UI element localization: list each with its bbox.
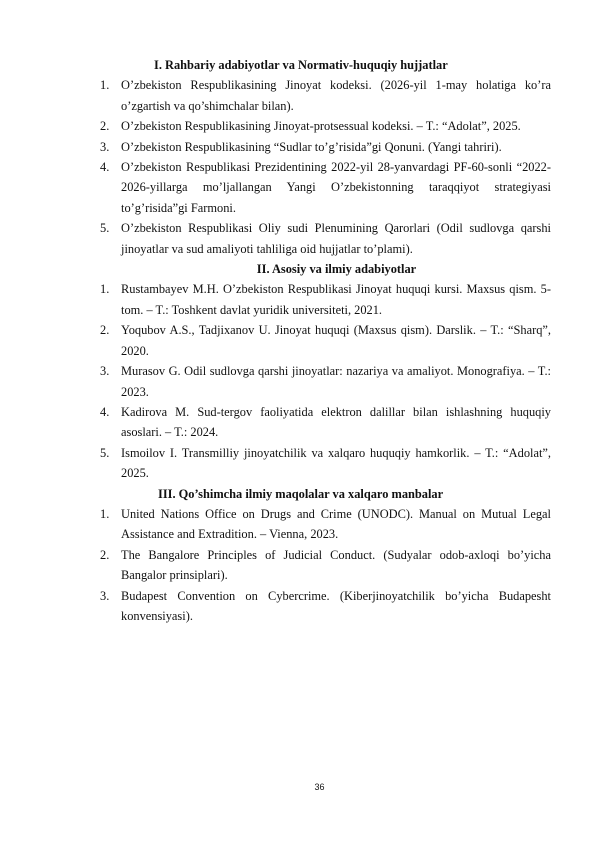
list-additional bbox=[100, 504, 551, 626]
item-text: O’zbekiston Respublikasining Jinoyat-protsessual kodeksi. – T.: “Adolat”, 2025. bbox=[121, 119, 521, 134]
item-number: 5. bbox=[100, 221, 110, 236]
item-number: 3. bbox=[100, 139, 110, 154]
item-number: 4. bbox=[100, 160, 110, 175]
list-item bbox=[100, 279, 551, 320]
item-text: Murasov G. Odil sudlovga qarshi jinoyatlar: nazariya va amaliyot. Monografiya. – T.: 2023. bbox=[121, 364, 551, 399]
item-number: 2. bbox=[100, 119, 110, 134]
list-item bbox=[100, 402, 551, 443]
item-text: O’zbekiston Respublikasi Oliy sudi Plenumining Qarorlari (Odil sudlovga qarshi jinoyatlar va sud amaliyoti tahliliga oid hujjatlar to’plami). bbox=[121, 221, 551, 256]
item-number: 1. bbox=[100, 78, 110, 93]
item-text: Ismoilov I. Transmilliy jinoyatchilik va xalqaro huquqiy hamkorlik. – T.: “Adolat”, 2025. bbox=[121, 445, 551, 481]
list-item bbox=[100, 443, 551, 484]
list-normative bbox=[100, 75, 551, 259]
item-text: O’zbekiston Respublikasining “Sudlar to’g’risida”gi Qonuni. (Yangi tahriri). bbox=[121, 139, 502, 154]
section-heading-additional: III. Qo’shimcha ilmiy maqolalar va xalqaro manbalar bbox=[158, 486, 444, 501]
list-item bbox=[100, 157, 551, 218]
section-heading-normative: I. Rahbariy adabiyotlar va Normativ-huquqiy hujjatlar bbox=[154, 58, 448, 72]
item-number: 3. bbox=[100, 364, 110, 379]
list-item bbox=[100, 361, 551, 402]
item-text: The Bangalore Principles of Judicial Conduct. (Sudyalar odob-axloqi bo’yicha Bangalor prinsiplari). bbox=[121, 547, 551, 583]
item-text: O’zbekiston Respublikasi Prezidentining 2022-yil 28-yanvardagi PF-60-sonli “2022-2026-yillarga mo’ljallangan Yangi O’zbekistonning taraqqiyot strategiyasi to’g’risida”gi Farmoni. bbox=[121, 160, 551, 215]
item-text: O’zbekiston Respublikasining Jinoyat kodeksi. (2026-yil 1-may holatiga ko’ra o’zgartish va qo’shimchalar bilan). bbox=[121, 78, 551, 113]
item-number: 3. bbox=[100, 588, 110, 603]
item-text: Budapest Convention on Cybercrime. (Kiberjinoyatchilik bo’yicha Budapesht konvensiyasi). bbox=[121, 588, 551, 623]
item-number: 2. bbox=[100, 323, 110, 338]
item-text: United Nations Office on Drugs and Crime (UNODC). Manual on Mutual Legal Assistance and Extradition. – Vienna, 2023. bbox=[121, 506, 551, 542]
list-item bbox=[100, 137, 551, 157]
list-item bbox=[100, 218, 551, 259]
section-heading-scholarly: II. Asosiy va ilmiy adabiyotlar bbox=[256, 262, 417, 277]
item-number: 1. bbox=[100, 282, 110, 297]
item-number: 5. bbox=[100, 445, 110, 460]
bibliography bbox=[100, 55, 551, 626]
item-text: Yoqubov A.S., Tadjixanov U. Jinoyat huquqi (Maxsus qism). Darslik. – T.: “Sharq”, 2020. bbox=[121, 323, 551, 358]
list-item bbox=[100, 545, 551, 586]
list-item bbox=[100, 586, 551, 627]
item-number: 2. bbox=[100, 547, 110, 562]
item-number: 1. bbox=[100, 506, 110, 521]
list-item bbox=[100, 320, 551, 361]
list-item bbox=[100, 116, 551, 136]
item-text: Kadirova M. Sud-tergov faoliyatida elektron dalillar bilan ishlashning huquqiy asoslari. – T.: 2024. bbox=[121, 404, 551, 440]
item-text: Rustambayev M.H. O’zbekiston Respublikasi Jinoyat huquqi kursi. Maxsus qism. 5-tom. – T.: Toshkent davlat yuridik universiteti, 2021. bbox=[121, 282, 551, 317]
list-item bbox=[100, 504, 551, 545]
list-item bbox=[100, 75, 551, 116]
list-scholarly bbox=[100, 279, 551, 483]
page-number: 36 bbox=[314, 782, 325, 792]
item-number: 4. bbox=[100, 404, 110, 419]
